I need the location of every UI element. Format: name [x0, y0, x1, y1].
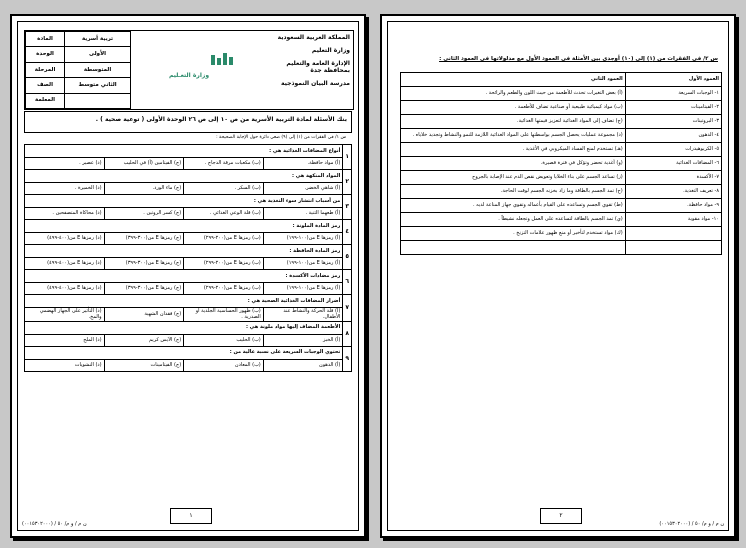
column-one-item: ١٠- مواد مقوية — [625, 213, 721, 227]
answer-option[interactable]: (أ) طعهما الثنية . — [263, 208, 343, 220]
exam-header — [24, 30, 354, 110]
question-number: ٣ — [343, 195, 352, 220]
meta-label: المعلمة — [26, 93, 65, 108]
column-one-item: ٢- الفيتامينات — [625, 101, 721, 115]
question-stem: من أسباب انتشار سوء التغذية هي : — [25, 195, 343, 208]
answer-option[interactable]: (ج) رمزها E من(٣٠٠-٣٩٩) — [104, 283, 184, 295]
column-two-item: (هـ) تستخدم لمنع الفساد الميكروبي في الأغذية . — [401, 143, 626, 157]
question-stem-row — [25, 295, 352, 308]
answer-option[interactable]: (د) النشويات — [25, 359, 105, 371]
page-number: ٢ — [540, 508, 582, 524]
question-stem-row — [25, 145, 352, 158]
question-stem-row — [25, 270, 352, 283]
meta-label: الصف — [26, 78, 65, 93]
question-options-row — [25, 359, 352, 371]
column-one-item: ٤- الدهون — [625, 129, 721, 143]
answer-option[interactable]: (ب) رمزها E من(٢٠٠-٢٩٩) — [184, 283, 264, 295]
answer-option[interactable]: (ج) الفيتامين (أ) في الحليب — [104, 158, 184, 170]
answer-option[interactable]: (د) عصير . — [25, 158, 105, 170]
matching-row — [401, 199, 722, 213]
answer-option[interactable]: (ج) فقدان الشهية — [104, 308, 184, 322]
footer-code: ن م / و م/ ٥٠ / (٠٠١٥٣٠٢٠٠٠) — [659, 521, 724, 527]
answer-option[interactable]: (ب) قلة الوعي الغذائي . — [184, 208, 264, 220]
answer-option[interactable]: (ج) كسر الروتين . — [104, 208, 184, 220]
matching-question-title: س ٢/ في الفقرات من (١) إلى (١٠) أوجدي بين الأمثلة في العمود الأول مع مدلولاتها في العمود الثاني : — [439, 56, 718, 62]
question-number: ٩ — [343, 346, 352, 371]
matching-row — [401, 129, 722, 143]
column-one-item: ٧- الأكسدة — [625, 171, 721, 185]
column-two-item: (ج) تضاف إلى المواد الغذائية لتعزيز قيمتها الغذائية. — [401, 115, 626, 129]
header-line: وزارة التعليم — [311, 47, 350, 54]
question-stem: رمز المادة الحافظة : — [25, 245, 343, 258]
answer-option[interactable]: (ب) مكعبات مرقة الدجاج . — [184, 158, 264, 170]
question-options-row — [25, 258, 352, 270]
question-stem: الأطعمة المضاف إليها مواد ملونة هي : — [25, 321, 343, 334]
column-one-item — [625, 241, 721, 255]
subject-meta-table — [25, 31, 131, 109]
page-number: ١ — [170, 508, 212, 524]
answer-option[interactable]: (د) محاكاة المتصفحين . — [25, 208, 105, 220]
question-options-row — [25, 308, 352, 322]
column-one-header: العمود الأول — [625, 73, 721, 87]
answer-option[interactable]: (أ) شاهي الخضر. — [263, 183, 343, 195]
column-two-item: (و) أغذية تحضر وتؤكل في فترة قصيرة. — [401, 157, 626, 171]
answer-option[interactable]: (ب) ظهور الحساسية الجلدية أو الصدرية . — [184, 308, 264, 322]
question-stem: رمز المادة الملونة : — [25, 220, 343, 233]
question-stem-row — [25, 195, 352, 208]
answer-option[interactable]: (ج) الفيتامينات — [104, 359, 184, 371]
question-stem: أنواع المضافات الغذائية هي : — [25, 145, 343, 158]
column-one-item: ٩- مواد حافظة. — [625, 199, 721, 213]
question-options-row — [25, 334, 352, 346]
answer-option[interactable]: (أ) قلة الحركة والنشاط عند الأطفال. — [263, 308, 343, 322]
question-options-row — [25, 183, 352, 195]
school-info — [265, 31, 353, 109]
matching-row — [401, 241, 722, 255]
question-stem: رمز مضادات الأكسدة : — [25, 270, 343, 283]
logo-text: وزارة التعـليم — [168, 72, 210, 79]
meta-value: المتوسطة — [65, 62, 131, 77]
ministry-logo-icon — [133, 49, 245, 89]
answer-option[interactable]: (أ) الخبز — [263, 334, 343, 346]
meta-label: الوحدة — [26, 47, 65, 62]
exam-page-1 — [10, 14, 366, 538]
question-stem-row — [25, 321, 352, 334]
answer-option[interactable]: (أ) الدهون — [263, 359, 343, 371]
column-two-item: (ك) مواد تستخدم لتأخير أو منع ظهور علامات التزنخ . — [401, 227, 626, 241]
column-one-item: ٨- تعريف التغذية. — [625, 185, 721, 199]
questions-table — [24, 144, 352, 372]
footer-code: ن م / و م/ ٥٠ / (٠٠١٥٣٠٢٠٠٠) — [22, 521, 87, 527]
question-stem-row — [25, 245, 352, 258]
answer-option[interactable]: (د) رمزها E من(٤٠٠-٤٩٩) — [25, 233, 105, 245]
question-number: ٤ — [343, 220, 352, 245]
matching-row — [401, 157, 722, 171]
matching-row — [401, 115, 722, 129]
answer-option[interactable]: (د) رمزها E من(٤٠٠-٤٩٩) — [25, 283, 105, 295]
answer-option[interactable]: (د) التأثير على الجهاز الهضمي والمخ. — [25, 308, 105, 322]
matching-table — [400, 72, 722, 255]
question-stem-row — [25, 170, 352, 183]
header-line: الإدارة العامة والتعليم بمحافظة جدة — [286, 60, 350, 74]
column-one-item — [625, 227, 721, 241]
matching-row — [401, 171, 722, 185]
matching-row — [401, 227, 722, 241]
meta-value: الثاني متوسط — [65, 78, 131, 93]
column-two-item: (ب) مواد كيميائية طبيعية أو صناعية تضاف للأطعمة . — [401, 101, 626, 115]
question-stem-row — [25, 220, 352, 233]
meta-value — [65, 93, 131, 108]
answer-option[interactable]: (ب) رمزها E من(٢٠٠-٢٩٩) — [184, 258, 264, 270]
matching-row — [401, 87, 722, 101]
question-options-row — [25, 208, 352, 220]
column-one-item: ١- الوجبات السريعة — [625, 87, 721, 101]
column-two-item: (ط) تقوي الجسم وتساعده على القيام بأعماله وتقوي جهاز المناعة لديه . — [401, 199, 626, 213]
question-number: ٦ — [343, 270, 352, 295]
matching-header-row — [401, 73, 722, 87]
question-stem: أضرار المضافات الغذائية الصحية هي : — [25, 295, 343, 308]
answer-option[interactable]: (د) الخميرة . — [25, 183, 105, 195]
header-line: مدرسة البيان النموذجية — [281, 80, 350, 87]
question-stem: المواد المنكهة هي : — [25, 170, 343, 183]
question-number: ٧ — [343, 295, 352, 322]
matching-row — [401, 143, 722, 157]
column-one-item: ٦- المضافات الغذائية — [625, 157, 721, 171]
matching-row — [401, 213, 722, 227]
column-two-item: (د) مجموعة عمليات يحصل الجسم بواسطتها على المواد الغذائية اللازمة للنمو والنشاط وتجديد خلاياه . — [401, 129, 626, 143]
question-options-row — [25, 158, 352, 170]
meta-label: المرحلة — [26, 62, 65, 77]
answer-option[interactable]: (أ) مواد حافظة. — [263, 158, 343, 170]
column-two-item: (أ) بعض التغيرات تحدث للأطعمة من حيث اللون والطعم والرائحة . — [401, 87, 626, 101]
header-line: المملكة العربية السعودية — [277, 34, 350, 41]
answer-option[interactable]: (أ) رمزها E من(١٠٠-١٩٩) — [263, 258, 343, 270]
meta-label: المادة — [26, 32, 65, 47]
column-two-item: (ح) تمد الجسم بالطاقة وما زاد بخزنه الجسم لوقت الحاجة. — [401, 185, 626, 199]
matching-row — [401, 185, 722, 199]
answer-option[interactable]: (ج) رمزها E من(٣٠٠-٣٩٩) — [104, 258, 184, 270]
answer-option[interactable]: (أ) رمزها E من(١٠٠-١٩٩) — [263, 233, 343, 245]
answer-option[interactable]: (ج) رمزها E من(٣٠٠-٣٩٩) — [104, 233, 184, 245]
question-stem: تحتوي الوجبات السريعة على نسبة عالية من : — [25, 346, 343, 359]
question-options-row — [25, 233, 352, 245]
exam-title-banner: بنك الأسئلة لمادة التربية الأسرية من ص ١٠ إلى ص ٢٦ الوحدة الأولى ( توعية صحية ) . — [24, 111, 352, 133]
question-number: ٢ — [343, 170, 352, 195]
instructions: س ١/ في الفقرات من (١) إلى (٩) ضعي دائرة حول الإجابة الصحيحة : — [216, 135, 346, 140]
column-one-item: ٣- البروتينات — [625, 115, 721, 129]
answer-option[interactable]: (ج) ماء الورد. — [104, 183, 184, 195]
answer-option[interactable]: (د) رمزها E من(٤٠٠-٤٩٩) — [25, 258, 105, 270]
answer-option[interactable]: (أ) رمزها E من(١٠٠-١٩٩) — [263, 283, 343, 295]
question-number: ٨ — [343, 321, 352, 346]
answer-option[interactable]: (د) الملح — [25, 334, 105, 346]
answer-option[interactable]: (ب) رمزها E من(٢٠٠-٢٩٩) — [184, 233, 264, 245]
exam-page-2 — [380, 14, 736, 538]
answer-option[interactable]: (ب) المعادن — [184, 359, 264, 371]
answer-option[interactable]: (ب) السكر . — [184, 183, 264, 195]
column-two-item: (ي) تمد الجسم بالطاقة لتساعده على العمل وتجعله نشيطاً . — [401, 213, 626, 227]
question-number: ٥ — [343, 245, 352, 270]
meta-value: الأولى — [65, 47, 131, 62]
answer-option[interactable]: (ج) الآيس كريم — [104, 334, 184, 346]
question-number: ١ — [343, 145, 352, 170]
column-two-item — [401, 241, 626, 255]
question-stem-row — [25, 346, 352, 359]
meta-value: تربية أسرية — [65, 32, 131, 47]
answer-option[interactable]: (ب) الحليب — [184, 334, 264, 346]
column-one-item: ٥- الكربوهيدرات — [625, 143, 721, 157]
matching-row — [401, 101, 722, 115]
question-options-row — [25, 283, 352, 295]
column-two-header: العمود الثاني — [401, 73, 626, 87]
column-two-item: (ز) تساعد الجسم على بناء الخلايا وتعويض نقص الدم عند الإصابة بالجروح — [401, 171, 626, 185]
